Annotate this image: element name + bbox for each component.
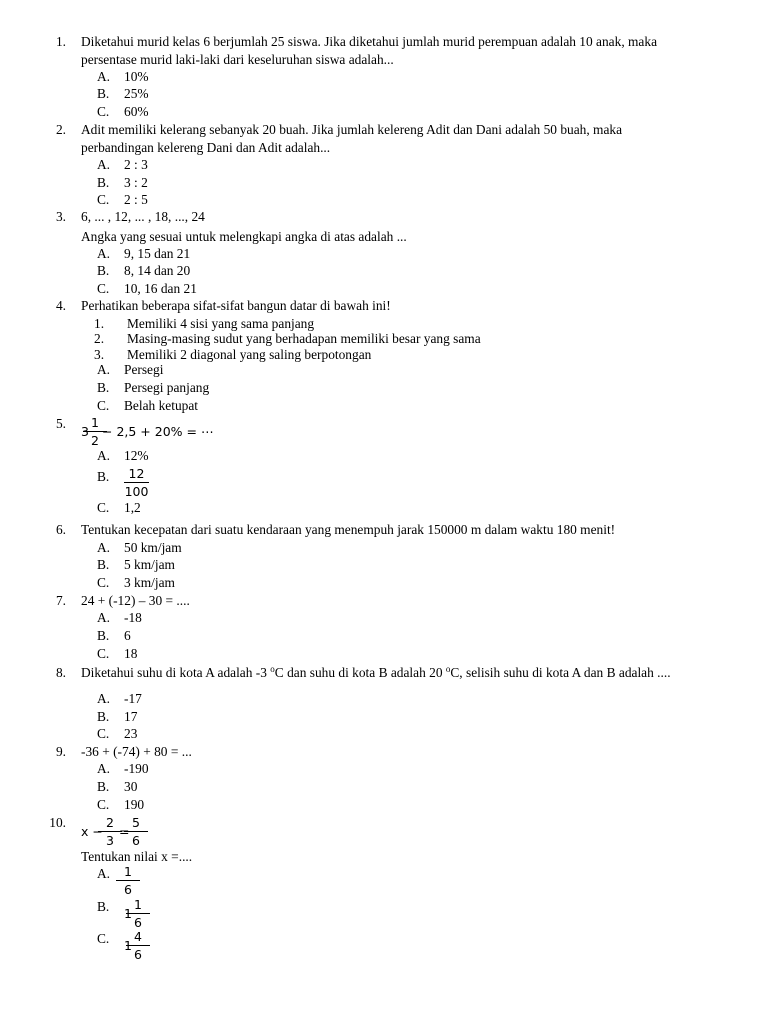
math-rest: − 2,5 + 20% = ⋯ xyxy=(102,424,214,439)
option-text: -190 xyxy=(124,761,149,776)
option-text: Belah ketupat xyxy=(124,398,198,413)
fraction-bar xyxy=(126,945,150,946)
property-text: Memiliki 4 sisi yang sama panjang xyxy=(127,316,315,331)
degree-mark: o xyxy=(270,664,275,674)
fraction-numerator: 12 xyxy=(128,466,145,481)
fraction-numerator: 5 xyxy=(132,815,140,830)
option-text: 12% xyxy=(124,448,149,463)
option-letter: B. xyxy=(97,175,110,190)
option-fraction xyxy=(116,864,140,897)
option-text: 5 km/jam xyxy=(124,557,175,572)
property-number: 1. xyxy=(94,316,105,331)
math-equals: = xyxy=(119,824,130,839)
option-letter: B. xyxy=(97,709,110,724)
question-stem: -36 + (-74) + 80 = ... xyxy=(81,744,192,759)
stem-part: C dan suhu di kota B adalah 20 xyxy=(274,665,446,680)
property-text: Masing-masing sudut yang berhadapan memiliki besar yang sama xyxy=(127,331,481,346)
fraction-denominator: 2 xyxy=(91,433,99,448)
option-letter: B. xyxy=(97,469,110,484)
fraction-numerator: 1 xyxy=(124,864,132,879)
option-letter: A. xyxy=(97,69,111,84)
option-letter: B. xyxy=(97,86,110,101)
question-stem: Adit memiliki kelerang sebanyak 20 buah. Jika jumlah kelereng Adit dan Dani adalah 50 buah, maka xyxy=(81,122,623,137)
question-stem: Tentukan nilai x =.... xyxy=(81,849,193,864)
question-stem: Tentukan kecepatan dari suatu kendaraan yang menempuh jarak 150000 m dalam waktu 180 menit! xyxy=(81,522,616,537)
fraction-denominator: 100 xyxy=(124,484,149,499)
option-text: 50 km/jam xyxy=(124,540,182,555)
question-stem xyxy=(81,665,671,681)
option-letter: C. xyxy=(97,575,110,590)
option-letter: A. xyxy=(97,157,111,172)
option-fraction xyxy=(126,929,150,962)
fraction-bar xyxy=(126,913,150,914)
degree-mark: o xyxy=(445,664,451,674)
option-letter: C. xyxy=(97,646,110,661)
question-stem: 24 + (-12) – 30 = .... xyxy=(81,593,190,608)
fraction-bar xyxy=(124,482,149,483)
option-fraction xyxy=(124,466,149,499)
question-number: 5. xyxy=(55,416,66,431)
question-stem: Diketahui murid kelas 6 berjumlah 25 siswa. Jika diketahui jumlah murid perempuan adalah 10 anak, maka xyxy=(81,34,658,49)
option-letter: A. xyxy=(97,866,111,881)
math-lhs: x − xyxy=(81,824,103,839)
option-text: 30 xyxy=(124,779,138,794)
fraction-numerator: 1 xyxy=(134,897,142,912)
property-number: 3. xyxy=(94,347,105,362)
fraction-denominator: 3 xyxy=(106,833,114,848)
option-letter: C. xyxy=(97,281,110,296)
option-letter: A. xyxy=(97,691,111,706)
question-stem: persentase murid laki-laki dari keseluruhan siswa adalah... xyxy=(81,52,394,67)
fraction-denominator: 6 xyxy=(124,882,132,897)
option-letter: A. xyxy=(97,448,111,463)
question-number: 8. xyxy=(55,665,66,680)
option-text: 2 : 5 xyxy=(124,192,148,207)
option-letter: C. xyxy=(97,398,110,413)
option-fraction xyxy=(126,897,150,930)
question-stem: Perhatikan beberapa sifat-sifat bangun datar di bawah ini! xyxy=(81,298,391,313)
option-letter: C. xyxy=(97,192,110,207)
option-text: 10% xyxy=(124,69,149,84)
option-letter: B. xyxy=(97,380,110,395)
question-number: 7. xyxy=(55,593,66,608)
option-text: 3 km/jam xyxy=(124,575,175,590)
option-text: 1,2 xyxy=(124,500,141,515)
property-text: Memiliki 2 diagonal yang saling berpotongan xyxy=(127,347,372,362)
question-number: 2. xyxy=(55,122,66,137)
question-number: 1. xyxy=(55,34,66,49)
fraction-numerator: 2 xyxy=(106,815,114,830)
option-text: 60% xyxy=(124,104,149,119)
question-number: 3. xyxy=(55,209,66,224)
option-text: 6 xyxy=(124,628,131,643)
option-letter: A. xyxy=(97,362,111,377)
stem-part: Diketahui suhu di kota A adalah -3 xyxy=(81,665,271,680)
fraction-denominator: 6 xyxy=(134,915,142,930)
option-letter: A. xyxy=(97,246,111,261)
option-letter: B. xyxy=(97,557,110,572)
question-stem: perbandingan kelereng Dani dan Adit adalah... xyxy=(81,140,331,155)
question-stem: Angka yang sesuai untuk melengkapi angka di atas adalah ... xyxy=(81,229,407,244)
option-whole: 1 xyxy=(124,906,132,921)
question-number: 4. xyxy=(55,298,66,313)
option-text: 2 : 3 xyxy=(124,157,148,172)
option-letter: B. xyxy=(97,779,110,794)
question-number: 6. xyxy=(55,522,66,537)
option-text: 17 xyxy=(124,709,138,724)
option-text: 23 xyxy=(124,726,138,741)
fraction-bar xyxy=(124,831,148,832)
option-letter: C. xyxy=(97,104,110,119)
fraction-denominator: 6 xyxy=(132,833,140,848)
math-fraction xyxy=(124,815,148,848)
property-number: 2. xyxy=(94,331,105,346)
fraction-numerator: 1 xyxy=(91,415,99,430)
option-text: 190 xyxy=(124,797,145,812)
option-letter: C. xyxy=(97,726,110,741)
fraction-bar xyxy=(116,880,140,881)
option-text: 3 : 2 xyxy=(124,175,148,190)
option-text: 8, 14 dan 20 xyxy=(124,263,191,278)
option-letter: A. xyxy=(97,761,111,776)
stem-part: C, selisih suhu di kota A dan B adalah .... xyxy=(450,665,671,680)
option-text: 25% xyxy=(124,86,149,101)
option-whole: 1 xyxy=(124,938,132,953)
option-letter: B. xyxy=(97,628,110,643)
option-letter: A. xyxy=(97,610,111,625)
option-text: 18 xyxy=(124,646,138,661)
option-text: -17 xyxy=(124,691,142,706)
option-letter: C. xyxy=(97,931,110,946)
option-text: 9, 15 dan 21 xyxy=(124,246,191,261)
option-text: 10, 16 dan 21 xyxy=(124,281,197,296)
option-text: Persegi xyxy=(124,362,164,377)
option-letter: B. xyxy=(97,263,110,278)
option-text: -18 xyxy=(124,610,142,625)
fraction-numerator: 4 xyxy=(134,929,142,944)
fraction-denominator: 6 xyxy=(134,947,142,962)
option-letter: B. xyxy=(97,899,110,914)
option-text: Persegi panjang xyxy=(124,380,210,395)
question-number: 10. xyxy=(49,815,66,830)
option-letter: C. xyxy=(97,797,110,812)
question-number: 9. xyxy=(55,744,66,759)
math-whole: 3 xyxy=(81,424,89,439)
question-stem: 6, ... , 12, ... , 18, ..., 24 xyxy=(81,209,205,224)
option-letter: C. xyxy=(97,500,110,515)
option-letter: A. xyxy=(97,540,111,555)
